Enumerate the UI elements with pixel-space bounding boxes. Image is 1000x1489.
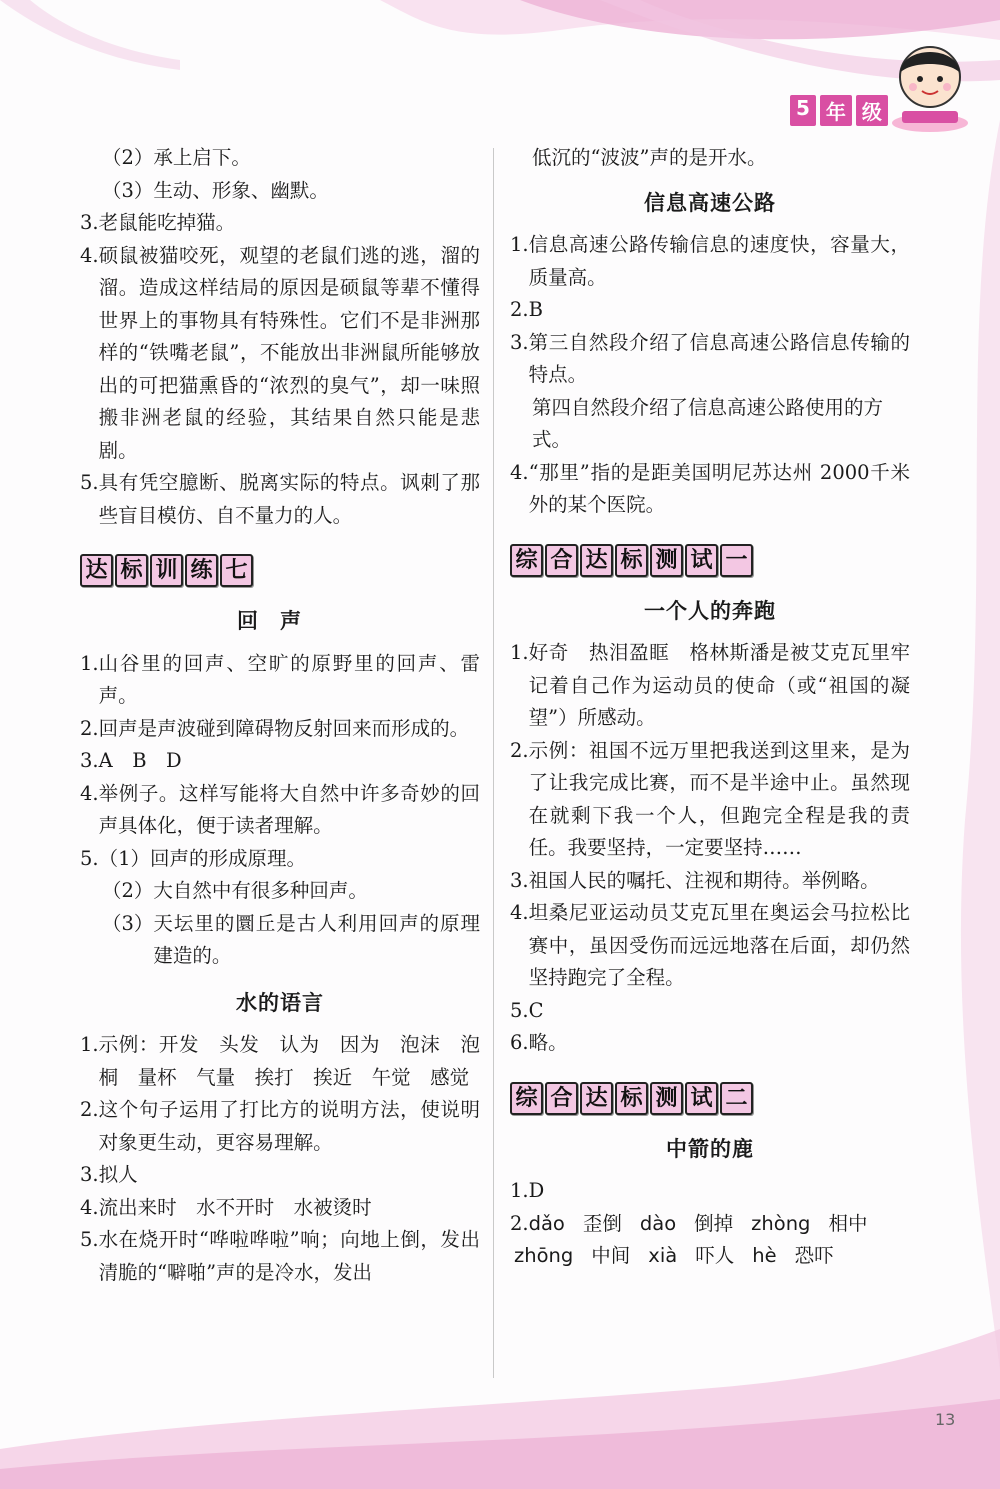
item-number: （2） [102,146,154,169]
item-number: 3. [80,211,99,234]
item-text: 信息高速公路传输信息的速度快，容量大，质量高。 [528,233,910,289]
banner-char: 标 [115,554,148,587]
item-text: 示例：开发 头发 认为 因为 泡沫 泡桐 量杯 气量 挨打 挨近 午觉 感觉 [98,1033,480,1089]
banner-char: 训 [150,554,183,587]
item-number: 5. [80,471,99,494]
item-text: 天坛里的圜丘是古人利用回声的原理建造的。 [153,911,480,967]
banner-char: 二 [720,1082,753,1115]
banner-char: 合 [545,1082,578,1115]
item-text: 水在烧开时“哗啦哗啦”响；向地上倒，发出清脆的“噼啪”声的是冷水，发出 [98,1228,480,1284]
answer-item [80,207,480,240]
item-number: 4. [510,901,529,924]
article-title: 中箭的鹿 [666,1135,754,1161]
item-number: 1. [510,1179,529,1202]
answer-item [80,713,480,746]
answer-item [510,294,910,327]
left-column [80,142,480,1289]
item-text: 好奇 热泪盈眶 格林斯潘是被艾克瓦里牢记着自己作为运动员的使命（或“祖国的凝望”）所感动。 [528,641,910,729]
item-number: 3. [80,1163,99,1186]
item-number: 4. [510,460,529,484]
item-text: 坦桑尼亚运动员艾克瓦里在奥运会马拉松比赛中，虽因受伤而远远地落在后面，却仍然坚持跑完了全程。 [528,901,910,989]
pinyin-row [510,1240,910,1273]
banner-char: 综 [510,544,543,577]
answer-item [80,1192,480,1225]
item-number: 2. [80,716,99,740]
item-number: （3） [102,178,154,202]
answer-item [510,1027,910,1060]
item-text: 生动、形象、幽默。 [153,178,329,202]
item-number: 4. [80,781,99,805]
banner-char: 达 [80,554,113,587]
item-text: 具有凭空臆断、脱离实际的特点。讽刺了那些盲目模仿、自不量力的人。 [98,471,480,527]
answer-item [80,648,480,713]
item-number: 2. [80,1098,99,1121]
boy-reading-icon [880,35,980,135]
column-divider [493,148,494,1378]
answer-continuation: 第四自然段介绍了信息高速公路使用的方式。 [532,395,884,451]
item-text: 祖国人民的嘱托、注视和期待。举例略。 [528,868,880,892]
answer-subitem [80,142,480,175]
item-number: 3. [80,749,99,772]
article-title: 一个人的奔跑 [644,597,776,623]
item-number: 5. [80,1228,99,1251]
item-number: 3. [510,868,529,892]
banner-char: 一 [720,544,753,577]
banner-char: 达 [580,544,613,577]
article-title: 水的语言 [236,989,324,1015]
word: 倒掉 [694,1211,734,1235]
pinyin-block [529,1208,910,1241]
item-text: “那里”指的是距美国明尼苏达州 2000千米外的某个医院。 [528,460,910,516]
item-text: A B D [98,749,182,772]
answer-subitem [80,175,480,208]
banner-char: 合 [545,544,578,577]
answer-item [510,865,910,898]
word: 吓人 [695,1244,735,1267]
item-number: （2） [102,879,154,902]
item-text: 略。 [528,1031,568,1054]
answer-item [510,735,910,865]
answer-item [80,745,480,778]
answer-item [510,637,910,735]
item-text: 第三自然段介绍了信息高速公路信息传输的特点。 [528,330,910,386]
item-text: 拟人 [98,1163,138,1186]
answer-item [510,457,910,522]
article-title: 信息高速公路 [644,189,776,215]
decorative-swoosh-right [940,120,1000,1370]
section-banner [510,1082,910,1115]
item-number: 5. [510,998,529,1022]
pinyin: dào [639,1211,677,1235]
pinyin: hè [752,1244,777,1267]
item-number: 1. [80,651,99,675]
answer-item [80,1029,480,1094]
item-text: B [528,298,543,321]
answer-item [80,1159,480,1192]
item-text: 大自然中有很多种回声。 [153,879,368,902]
item-number: 3. [510,330,529,354]
item-text: 承上启下。 [153,146,251,169]
item-text: 这个句子运用了打比方的说明方法，使说明对象更生动，更容易理解。 [98,1098,480,1154]
answer-item [510,229,910,294]
item-text: D [528,1179,545,1202]
word: 中间 [591,1244,631,1267]
item-text: 流出来时 水不开时 水被烫时 [98,1195,372,1219]
banner-char: 试 [685,1082,718,1115]
section-banner [510,544,910,577]
article-title: 回声 [237,608,323,633]
answer-item [510,995,910,1028]
item-number: 4. [80,243,99,267]
item-text: 山谷里的回声、空旷的原野里的回声、雷声。 [98,651,480,707]
item-text: 举例子。这样写能将大自然中许多奇妙的回声具体化，便于读者理解。 [98,781,480,837]
item-text: 示例：祖国不远万里把我送到这里来，是为了让我完成比赛，而不是半途中止。虽然现在就剩下我一个人，但跑完全程是我的责任。我要坚持，一定要坚持…… [528,738,910,859]
item-text: （1）回声的形成原理。 [98,846,307,870]
answer-item [80,1094,480,1159]
banner-char: 试 [685,544,718,577]
grade-badge-char: 级 [856,95,888,126]
answer-item [510,327,910,392]
word: 恐吓 [794,1244,834,1267]
item-text: 硕鼠被猫咬死，观望的老鼠们逃的逃，溜的溜。造成这样结局的原因是硕鼠等辈不懂得世界上的事物具有特殊性。它们不是非洲那样的“铁嘴老鼠”，不能放出非洲鼠所能够放出的可把猫熏昏的“浓烈的臭气”，却一味照搬非洲老鼠的经验，其结果自然只能是悲剧。 [98,243,480,462]
answer-item [80,778,480,843]
item-number: 1. [510,233,529,256]
word: 相中 [828,1211,868,1235]
item-number: 6. [510,1031,529,1054]
banner-char: 练 [185,554,218,587]
item-number: 4. [80,1195,99,1219]
page-number: 13 [935,1410,956,1429]
item-text: 回声是声波碰到障碍物反射回来而形成的。 [98,716,470,740]
item-number: 5. [80,846,99,870]
answer-subitem [80,875,480,908]
answer-item [510,897,910,995]
item-number: 2. [510,738,529,762]
banner-char: 达 [580,1082,613,1115]
item-text: 老鼠能吃掉猫。 [98,211,236,234]
item-number: （3） [102,911,154,935]
pinyin: zhōng [514,1244,574,1267]
answer-item [80,467,480,532]
grade-badge-char: 5 [790,95,816,126]
banner-char: 七 [220,554,253,587]
pinyin: xià [648,1244,678,1267]
item-number: 1. [80,1033,99,1056]
grade-badge-char: 年 [820,95,852,126]
item-text: C [528,998,544,1022]
banner-char: 标 [615,1082,648,1115]
answer-item [80,843,480,876]
answer-item [80,240,480,468]
item-number: 2. [510,1211,529,1235]
item-number: 1. [510,641,529,664]
continued-text: 低沉的“波波”声的是开水。 [532,146,767,169]
banner-char: 测 [650,544,683,577]
pinyin: dǎo [528,1211,565,1235]
banner-char: 测 [650,1082,683,1115]
grade-badge [790,95,888,126]
banner-char: 综 [510,1082,543,1115]
answer-item [510,1208,910,1241]
pinyin: zhòng [751,1211,811,1235]
banner-char: 标 [615,544,648,577]
answer-item [80,1224,480,1289]
item-number: 2. [510,298,529,321]
word: 歪倒 [582,1211,622,1235]
answer-subitem [80,908,480,973]
section-banner [80,554,480,587]
pinyin-row [529,1208,910,1241]
right-column [510,142,910,1273]
answer-item [510,1175,910,1208]
decorative-swoosh-bottom [0,1329,1000,1489]
